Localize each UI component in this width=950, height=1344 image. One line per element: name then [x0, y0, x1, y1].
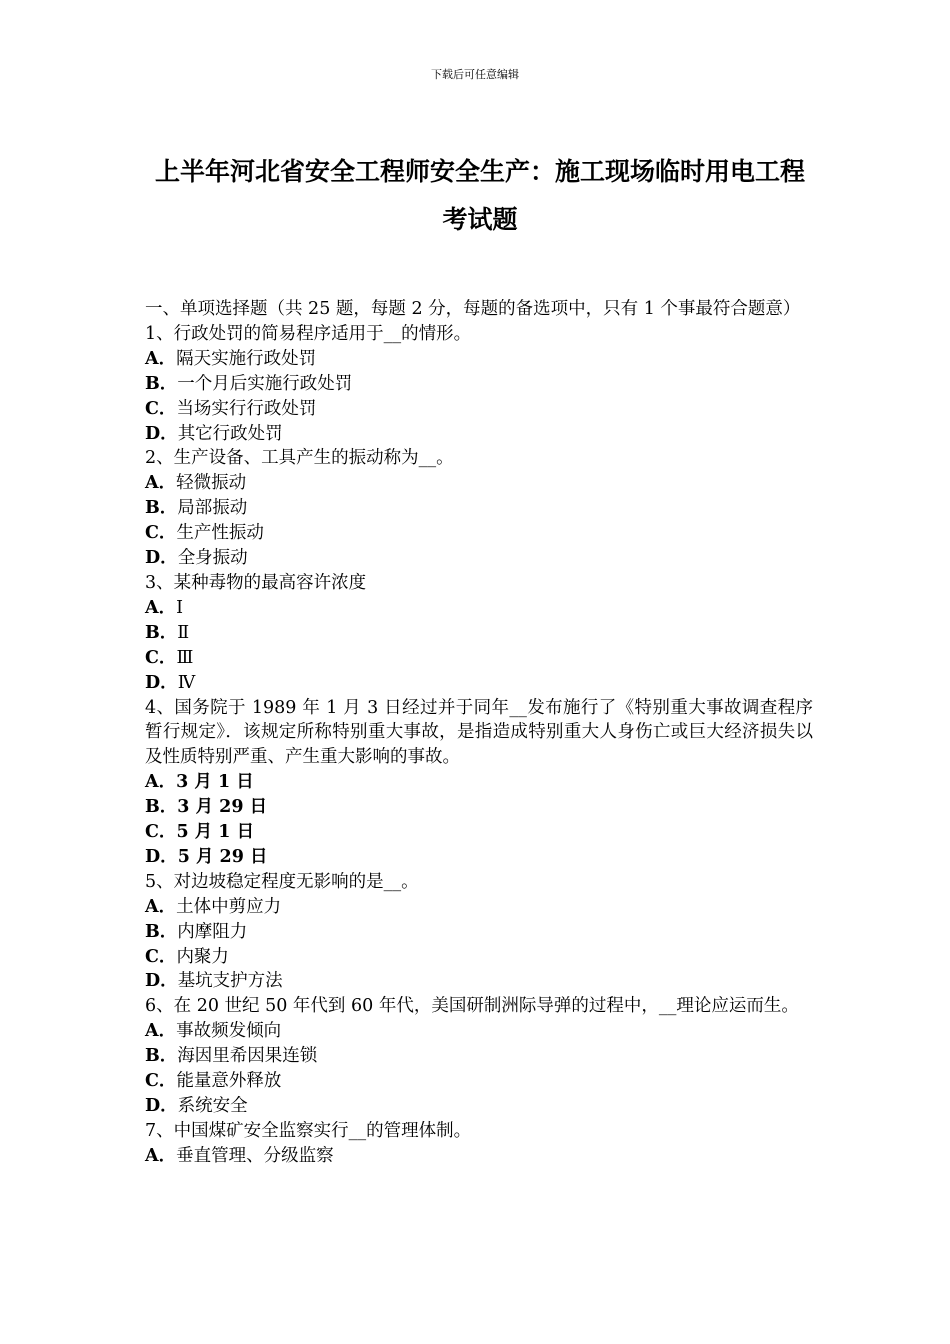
option-item	[145, 1044, 813, 1069]
option-text: Ⅳ	[177, 672, 196, 693]
option-text: 隔天实施行政处罚	[176, 348, 317, 369]
option-item	[145, 895, 813, 920]
option-letter: A．	[145, 1145, 177, 1166]
option-letter: B．	[145, 1046, 178, 1067]
option-letter: D．	[145, 1096, 178, 1116]
option-text: 局部振动	[177, 498, 248, 519]
option-text: 3 月 29 日	[177, 797, 268, 818]
option-text: 全身振动	[177, 548, 248, 569]
option-letter: B．	[145, 498, 178, 519]
option-letter: D．	[145, 971, 178, 992]
option-item	[145, 820, 813, 845]
question-text: 1、行政处罚的简易程序适用于__的情形。	[145, 323, 472, 344]
option-letter: B．	[145, 921, 178, 942]
option-item	[145, 795, 813, 820]
option-text: 当场实行行政处罚	[176, 398, 317, 419]
option-letter: C．	[145, 946, 177, 967]
option-item	[145, 1069, 813, 1094]
option-item	[145, 1144, 813, 1169]
header-note: 下载后可任意编辑	[431, 68, 519, 81]
document-title: 上半年河北省安全工程师安全生产：施工现场临时用电工程考试题	[154, 157, 805, 234]
option-text: 能量意外释放	[176, 1071, 282, 1092]
option-item	[145, 845, 813, 870]
option-item	[145, 1019, 813, 1044]
option-item	[145, 471, 813, 496]
option-letter: B．	[145, 622, 178, 643]
option-text: Ⅰ	[176, 597, 183, 618]
question-text: 5、对边坡稳定程度无影响的是__。	[145, 871, 419, 892]
option-item	[145, 521, 813, 546]
option-text: 内聚力	[176, 946, 229, 967]
option-item	[145, 945, 813, 970]
option-item	[145, 496, 813, 521]
option-item	[145, 422, 813, 447]
option-letter: B．	[145, 797, 178, 818]
option-item	[145, 1094, 813, 1119]
option-letter: C．	[145, 398, 177, 419]
option-item	[145, 671, 813, 696]
option-item	[145, 920, 813, 945]
option-letter: C．	[145, 822, 177, 843]
option-letter: C．	[145, 1071, 177, 1092]
option-text: 轻微振动	[176, 473, 247, 494]
option-text: 5 月 1 日	[176, 822, 255, 843]
option-item	[145, 646, 813, 671]
option-text: 基坑支护方法	[177, 971, 283, 992]
option-item	[145, 546, 813, 571]
option-text: 土体中剪应力	[176, 896, 282, 917]
option-text: 事故频发倾向	[176, 1021, 282, 1042]
option-letter: A．	[145, 597, 177, 618]
question-text: 4、国务院于 1989 年 1 月 3 日经过并于同年__发布施行了《特别重大事故调查程序暂行规定》．该规定所称特别重大事故，是指造成特别重大人身伤亡或巨大经济损失以及性质特别严重、产生重大影响的事故。	[145, 697, 813, 768]
option-letter: D．	[145, 548, 178, 569]
option-letter: A．	[145, 896, 177, 917]
question-text: 7、中国煤矿安全监察实行__的管理体制。	[145, 1120, 472, 1141]
option-text: 生产性振动	[176, 523, 264, 544]
option-text: 海因里希因果连锁	[177, 1046, 318, 1067]
option-text: 系统安全	[177, 1096, 248, 1116]
option-letter: C．	[145, 647, 177, 668]
option-letter: A．	[145, 772, 177, 793]
option-item	[145, 397, 813, 422]
option-text: 5 月 29 日	[177, 846, 268, 867]
option-text: 一个月后实施行政处罚	[177, 373, 353, 394]
option-item	[145, 621, 813, 646]
section-heading: 一、单项选择题（共 25 题，每题 2 分，每题的备选项中，只有 1 个事最符合题意）	[145, 299, 801, 319]
option-text: Ⅱ	[177, 622, 190, 643]
exam-content	[145, 297, 813, 1169]
option-item	[145, 596, 813, 621]
option-letter: D．	[145, 423, 178, 444]
option-text: 3 月 1 日	[176, 772, 254, 793]
option-text: 内摩阻力	[177, 921, 248, 942]
option-text: Ⅲ	[176, 647, 194, 668]
option-letter: B．	[145, 373, 178, 394]
option-item	[145, 770, 813, 795]
option-letter: D．	[145, 672, 178, 693]
option-letter: A．	[145, 348, 177, 369]
question-text: 6、在 20 世纪 50 年代到 60 年代，美国研制洲际导弹的过程中，__理论应运而生。	[145, 996, 799, 1017]
option-item	[145, 347, 813, 372]
option-letter: A．	[145, 1021, 177, 1042]
option-item	[145, 372, 813, 397]
option-text: 垂直管理、分级监察	[176, 1145, 334, 1166]
option-letter: A．	[145, 473, 177, 494]
option-letter: D．	[145, 846, 178, 867]
question-text: 3、某种毒物的最高容许浓度	[145, 572, 367, 593]
question-text: 2、生产设备、工具产生的振动称为__。	[145, 448, 454, 469]
option-text: 其它行政处罚	[177, 423, 283, 444]
option-letter: C．	[145, 523, 177, 544]
option-item	[145, 969, 813, 994]
